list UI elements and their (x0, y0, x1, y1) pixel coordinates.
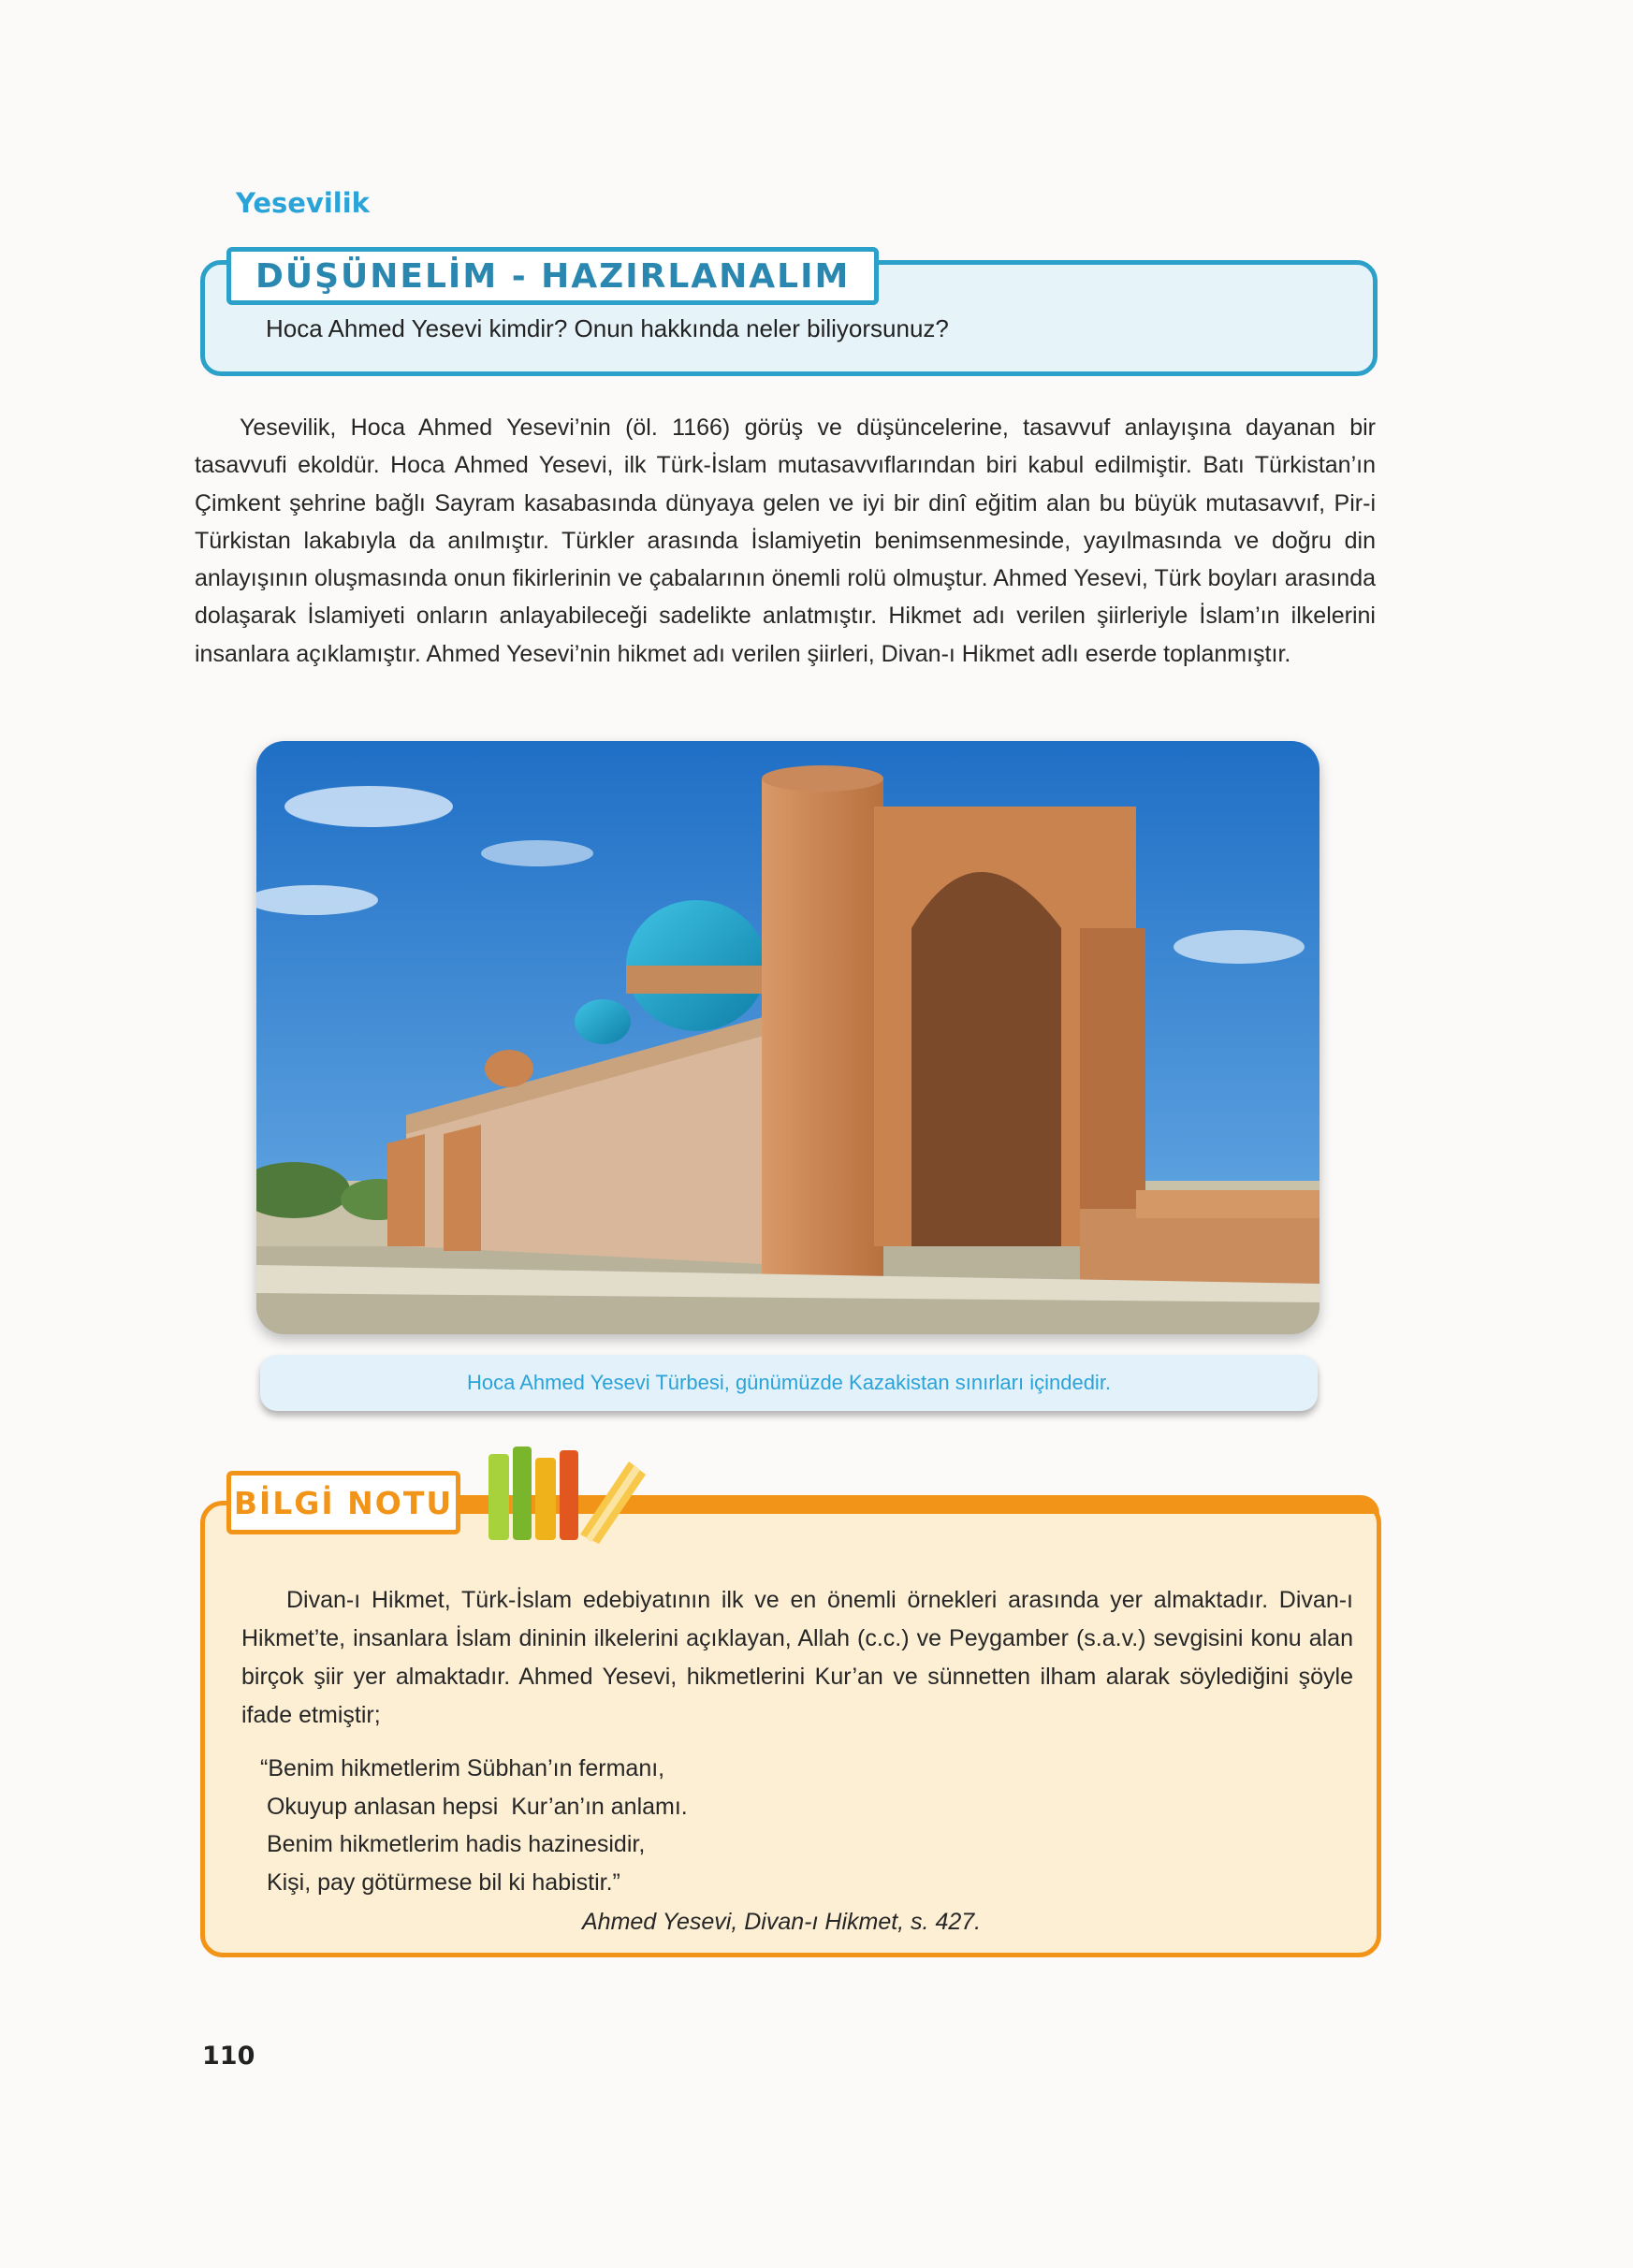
page-number: 110 (202, 2042, 255, 2071)
poem-line: Benim hikmetlerim hadis hazinesidir, (260, 1831, 646, 1857)
poem-line: Okuyup anlasan hepsi Kur’an’ın anlamı. (260, 1793, 688, 1820)
books-icon (481, 1441, 649, 1558)
body-paragraph: Yesevilik, Hoca Ahmed Yesevi’nin (öl. 1166) görüş ve düşüncelerine, tasavvuf anlayışına dayanan bir tasavvufi ekoldür. Hoca Ahmed Yesevi, ilk Türk-İslam mutasavvıflarından biri kabul edilmiştir. Batı Türkistan’ın Çimkent şehrine bağlı Sayram kasabasında dünyaya gelen ve iyi bir dinî eğitim alan bu büyük mutasavvıf, Pir-i Türkistan lakabıyla da anılmıştır. Türkler arasında İslamiyetin benimsenmesinde, yayılmasında ve doğru din anlayışının oluşmasında onun fikirlerinin ve çabalarının önemli rolü olmuştur. Ahmed Yesevi, Türk boyları arasında dolaşarak İslamiyeti onların anlayabileceği sadelikte anlatmıştır. Hikmet adı verilen şiirleriyle İslam’ın ilkelerini insanlara açıklamıştır. Ahmed Yesevi’nin hikmet adı verilen şiirleri, Divan-ı Hikmet adlı eserde toplanmıştır. (195, 414, 1376, 667)
think-box-question: Hoca Ahmed Yesevi kimdir? Onun hakkında neler biliyorsunuz? (266, 314, 949, 342)
photo-caption-bar (260, 1355, 1318, 1411)
poem-line: “Benim hikmetlerim Sübhan’ın fermanı, (260, 1755, 665, 1781)
poem-line: Kişi, pay götürmese bil ki habistir.” (260, 1868, 620, 1896)
info-note-title: BİLGİ NOTU (226, 1471, 460, 1534)
think-box-title: DÜŞÜNELİM - HAZIRLANALIM (226, 247, 879, 305)
poem (260, 1750, 688, 1901)
mausoleum-photo (256, 741, 1320, 1334)
photo-caption: Hoca Ahmed Yesevi Türbesi, günümüzde Kazakistan sınırları içindedir. (466, 1371, 1112, 1394)
section-label: Yesevilik (236, 187, 370, 219)
info-note-paragraph: Divan-ı Hikmet, Türk-İslam edebiyatının ilk ve en önemli örnekleri arasında yer almaktadır. Divan-ı Hikmet’te, insanlara İslam dininin ilkelerini açıklayan, Allah (c.c.) ve Peygamber (s.a.v.) sevgisini konu alan birçok şiir yer almaktadır. Ahmed Yesevi, hikmetlerini Kur’an ve sünnetten ilham alarak söylediğini şöyle ifade etmiştir; (241, 1587, 1353, 1728)
poem-source: Ahmed Yesevi, Divan-ı Hikmet, s. 427. (582, 1909, 982, 1935)
